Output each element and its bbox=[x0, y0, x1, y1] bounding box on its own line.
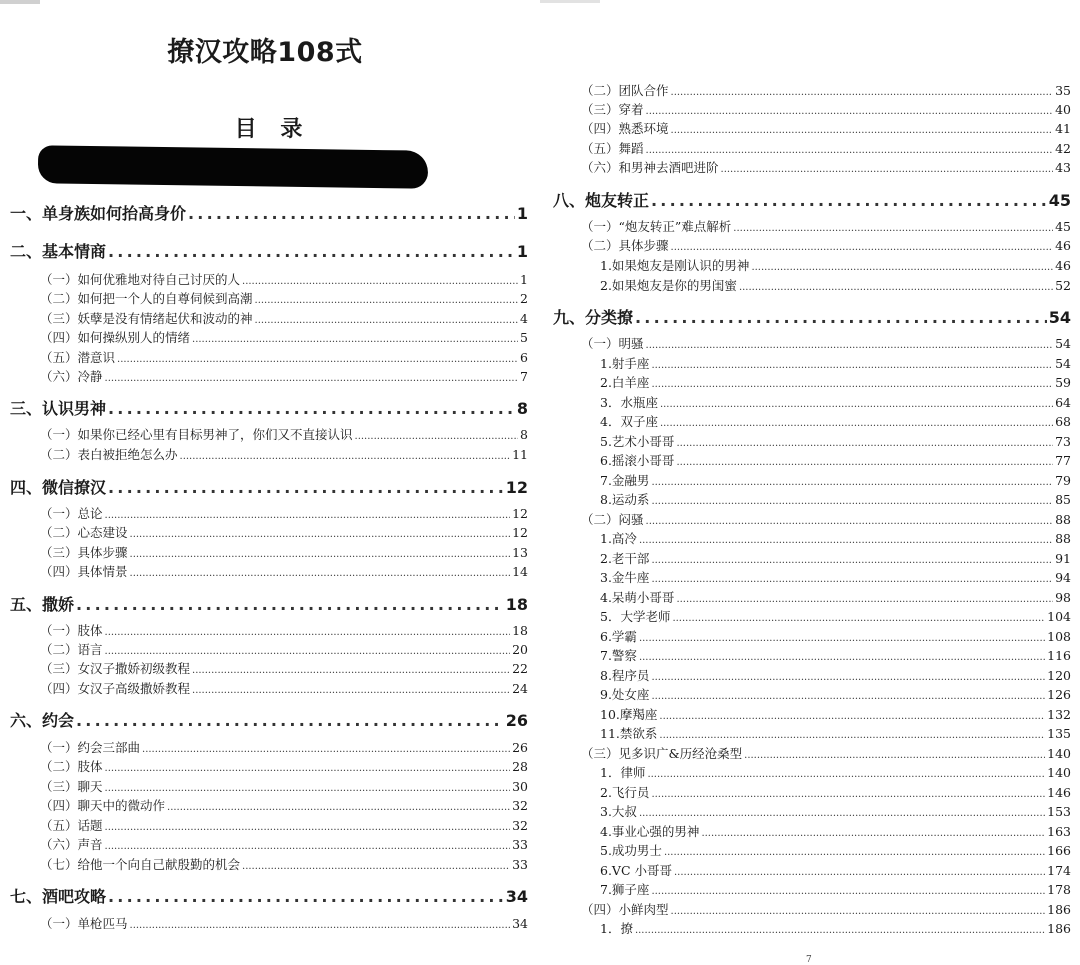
toc-entry-title: 1.射手座 bbox=[600, 356, 650, 371]
toc-entry-title: （三）妖孽是没有情绪起伏和波动的神 bbox=[40, 311, 253, 326]
toc-page-number: 132 bbox=[1047, 707, 1071, 722]
dot-leader bbox=[192, 685, 510, 696]
toc-entry-title: 6.学霸 bbox=[600, 629, 637, 644]
dot-leader bbox=[105, 510, 511, 521]
toc-entry-title: 2.飞行员 bbox=[600, 785, 650, 800]
dot-leader bbox=[188, 204, 515, 223]
toc-section-entry bbox=[553, 900, 1071, 918]
toc-page-number: 88 bbox=[1055, 531, 1071, 546]
toc-page-number: 4 bbox=[520, 311, 528, 326]
toc-entry-title: 四、微信撩汉 bbox=[10, 478, 107, 497]
toc-entry-title: 2.如果炮友是你的男闺蜜 bbox=[600, 278, 737, 293]
dot-leader bbox=[108, 887, 504, 906]
toc-entry-title: （二）语言 bbox=[40, 642, 103, 657]
dot-leader bbox=[646, 340, 1054, 351]
dot-leader bbox=[242, 861, 510, 872]
toc-entry-title: 九、分类撩 bbox=[553, 308, 634, 327]
toc-entry-title: （六）和男神去酒吧进阶 bbox=[581, 160, 719, 175]
toc-entry-title: （二）肢体 bbox=[40, 759, 103, 774]
toc-entry-title: 3.大叔 bbox=[600, 804, 637, 819]
dot-leader bbox=[676, 457, 1053, 468]
toc-entry-title: （三）具体步骤 bbox=[40, 545, 128, 560]
toc-entry-title: （七）给他一个向自己献殷勤的机会 bbox=[40, 857, 241, 872]
dot-leader bbox=[671, 125, 1054, 136]
toc-chapter-entry bbox=[10, 475, 528, 498]
toc-page-number: 54 bbox=[1055, 356, 1071, 371]
toc-subsection-entry bbox=[553, 276, 1071, 294]
toc-subsection-entry bbox=[553, 354, 1071, 372]
toc-entry-title: 3．水瓶座 bbox=[600, 395, 658, 410]
toc-page-number: 24 bbox=[512, 681, 528, 696]
toc-page-number: 30 bbox=[512, 779, 528, 794]
toc-page-number: 94 bbox=[1055, 570, 1071, 585]
dot-leader bbox=[676, 594, 1053, 605]
toc-entry-title: （六）声音 bbox=[40, 837, 103, 852]
dot-leader bbox=[105, 373, 519, 384]
dot-leader bbox=[180, 451, 511, 462]
toc-page-number: 14 bbox=[512, 564, 528, 579]
toc-page-number: 146 bbox=[1047, 785, 1071, 800]
toc-heading: 目 录 bbox=[234, 117, 311, 142]
toc-page-number: 54 bbox=[1055, 336, 1071, 351]
dot-leader bbox=[105, 627, 511, 638]
toc-entry-title: （一）明骚 bbox=[581, 336, 644, 351]
dot-leader bbox=[672, 613, 1045, 624]
toc-page-number: 77 bbox=[1055, 453, 1071, 468]
toc-entry-title: （四）熟悉环境 bbox=[581, 121, 669, 136]
toc-entry-title: 1．撩 bbox=[600, 921, 633, 936]
toc-entry-title: （二）表白被拒绝怎么办 bbox=[40, 447, 178, 462]
toc-page-number: 79 bbox=[1055, 473, 1071, 488]
toc-chapter-entry bbox=[10, 884, 528, 907]
toc-chapter-entry bbox=[553, 188, 1071, 211]
toc-subsection-entry bbox=[553, 373, 1071, 391]
toc-section-entry bbox=[10, 835, 528, 853]
toc-subsection-entry bbox=[553, 783, 1071, 801]
toc-subsection-entry bbox=[553, 646, 1071, 664]
dot-leader bbox=[76, 711, 504, 730]
toc-section-entry bbox=[10, 621, 528, 639]
toc-entry-title: 8.运动系 bbox=[600, 492, 650, 507]
toc-page-number: 186 bbox=[1047, 902, 1071, 917]
toc-page-number: 20 bbox=[512, 642, 528, 657]
toc-page-number: 91 bbox=[1055, 551, 1071, 566]
toc-chapter-entry bbox=[10, 592, 528, 615]
toc-section-entry bbox=[553, 334, 1071, 352]
toc-page-number: 45 bbox=[1055, 219, 1071, 234]
toc-entry-title: 1.高冷 bbox=[600, 531, 637, 546]
toc-page-number: 45 bbox=[1048, 191, 1071, 210]
dot-leader bbox=[660, 399, 1053, 410]
toc-entry-title: 三、认识男神 bbox=[10, 399, 107, 418]
toc-subsection-entry bbox=[553, 802, 1071, 820]
toc-entry-title: 7.警察 bbox=[600, 648, 637, 663]
toc-section-entry bbox=[10, 796, 528, 814]
dot-leader bbox=[651, 574, 1053, 585]
toc-page-number: 163 bbox=[1047, 824, 1071, 839]
toc-page-number: 33 bbox=[512, 857, 528, 872]
toc-page-number: 120 bbox=[1047, 668, 1071, 683]
toc-entry-title: （四）小鲜肉型 bbox=[581, 902, 669, 917]
toc-entry-title: （三）穿着 bbox=[581, 102, 644, 117]
dot-leader bbox=[664, 847, 1045, 858]
dot-leader bbox=[651, 691, 1045, 702]
toc-section-entry bbox=[10, 523, 528, 541]
toc-entry-title: （三）聊天 bbox=[40, 779, 103, 794]
toc-subsection-entry bbox=[553, 256, 1071, 274]
toc-entry-title: 2.老干部 bbox=[600, 551, 650, 566]
dot-leader bbox=[130, 920, 511, 931]
toc-page-number: 104 bbox=[1047, 609, 1071, 624]
toc-page-number: 32 bbox=[512, 818, 528, 833]
toc-entry-title: 7.狮子座 bbox=[600, 882, 650, 897]
dot-leader bbox=[651, 555, 1053, 566]
toc-page-number: 98 bbox=[1055, 590, 1071, 605]
toc-entry-title: 一、单身族如何抬高身价 bbox=[10, 204, 187, 223]
dot-leader bbox=[105, 822, 511, 833]
page-edge-mark bbox=[540, 0, 600, 3]
toc-subsection-entry bbox=[553, 763, 1071, 781]
dot-leader bbox=[659, 711, 1045, 722]
toc-section-entry bbox=[553, 510, 1071, 528]
toc-page-number: 12 bbox=[512, 506, 528, 521]
toc-page-number: 174 bbox=[1047, 863, 1071, 878]
toc-page-number: 18 bbox=[505, 595, 528, 614]
dot-leader bbox=[105, 783, 511, 794]
toc-page-number: 18 bbox=[512, 623, 528, 638]
toc-section-entry bbox=[10, 562, 528, 580]
toc-page-number: 11 bbox=[512, 447, 528, 462]
dot-leader bbox=[646, 516, 1054, 527]
toc-subsection-entry bbox=[553, 393, 1071, 411]
dot-leader bbox=[651, 672, 1045, 683]
toc-page-number: 126 bbox=[1047, 687, 1071, 702]
dot-leader bbox=[646, 145, 1054, 156]
dot-leader bbox=[192, 665, 510, 676]
dot-leader bbox=[751, 262, 1053, 273]
toc-entry-title: 六、约会 bbox=[10, 711, 75, 730]
toc-section-entry bbox=[10, 445, 528, 463]
dot-leader bbox=[674, 867, 1045, 878]
toc-entry-title: （六）冷静 bbox=[40, 369, 103, 384]
toc-page-number: 88 bbox=[1055, 512, 1071, 527]
toc-entry-title: （四）如何操纵别人的情绪 bbox=[40, 330, 191, 345]
toc-subsection-entry bbox=[553, 432, 1071, 450]
toc-page-number: 68 bbox=[1055, 414, 1071, 429]
toc-entry-title: （二）团队合作 bbox=[581, 83, 669, 98]
toc-subsection-entry bbox=[553, 568, 1071, 586]
dot-leader bbox=[660, 418, 1053, 429]
toc-section-entry bbox=[10, 816, 528, 834]
toc-entry-title: 4．双子座 bbox=[600, 414, 658, 429]
toc-page-number: 178 bbox=[1047, 882, 1071, 897]
toc-section-entry bbox=[10, 328, 528, 346]
dot-leader bbox=[108, 399, 515, 418]
toc-subsection-entry bbox=[553, 607, 1071, 625]
toc-page-number: 34 bbox=[512, 916, 528, 931]
dot-leader bbox=[192, 334, 518, 345]
toc-entry-title: 5.艺术小哥哥 bbox=[600, 434, 675, 449]
dot-leader bbox=[108, 478, 504, 497]
toc-page-number: 40 bbox=[1055, 102, 1071, 117]
toc-entry-title: （五）潜意识 bbox=[40, 350, 116, 365]
toc-section-entry bbox=[553, 236, 1071, 254]
toc-page-number: 34 bbox=[505, 887, 528, 906]
toc-entry-title: （四）女汉子高级撒娇教程 bbox=[40, 681, 191, 696]
toc-page-number: 1 bbox=[520, 272, 528, 287]
toc-entry-title: （二）闷骚 bbox=[581, 512, 644, 527]
toc-page-number: 43 bbox=[1055, 160, 1071, 175]
toc-page-number: 8 bbox=[520, 427, 528, 442]
toc-subsection-entry bbox=[553, 490, 1071, 508]
toc-chapter-entry bbox=[553, 305, 1071, 328]
toc-page-number: 85 bbox=[1055, 492, 1071, 507]
toc-subsection-entry bbox=[553, 451, 1071, 469]
toc-page-number: 8 bbox=[516, 399, 528, 418]
page-edge-mark bbox=[0, 0, 40, 4]
toc-subsection-entry bbox=[553, 724, 1071, 742]
toc-entry-title: （三）见多识广&历经沧桑型 bbox=[581, 746, 743, 761]
toc-section-entry bbox=[10, 367, 528, 385]
toc-page-number: 2 bbox=[520, 291, 528, 306]
toc-page-number: 5 bbox=[520, 330, 528, 345]
toc-section-entry bbox=[553, 119, 1071, 137]
dot-leader bbox=[255, 315, 519, 326]
dot-leader bbox=[671, 87, 1054, 98]
toc-entry-title: 4.事业心强的男神 bbox=[600, 824, 700, 839]
toc-section-entry bbox=[10, 270, 528, 288]
toc-chapter-entry bbox=[10, 239, 528, 262]
toc-page-number: 13 bbox=[512, 545, 528, 560]
dot-leader bbox=[635, 308, 1047, 327]
dot-leader bbox=[671, 906, 1046, 917]
toc-subsection-entry bbox=[553, 919, 1071, 937]
dot-leader bbox=[130, 549, 511, 560]
toc-page-number: 73 bbox=[1055, 434, 1071, 449]
toc-section-entry bbox=[10, 738, 528, 756]
toc-subsection-entry bbox=[553, 822, 1071, 840]
toc-entry-title: 9.处女座 bbox=[600, 687, 650, 702]
toc-chapter-entry bbox=[10, 201, 528, 224]
dot-leader bbox=[635, 925, 1045, 936]
dot-leader bbox=[639, 652, 1045, 663]
toc-subsection-entry bbox=[553, 549, 1071, 567]
dot-leader bbox=[651, 379, 1053, 390]
toc-entry-title: （三）女汉子撒娇初级教程 bbox=[40, 661, 191, 676]
toc-entry-title: （一）“炮友转正”难点解析 bbox=[581, 219, 732, 234]
toc-subsection-entry bbox=[553, 529, 1071, 547]
toc-page-number: 32 bbox=[512, 798, 528, 813]
toc-entry-title: （一）约会三部曲 bbox=[40, 740, 141, 755]
toc-subsection-entry bbox=[553, 588, 1071, 606]
dot-leader bbox=[105, 841, 511, 852]
redaction-scribble bbox=[38, 145, 428, 188]
dot-leader bbox=[130, 529, 511, 540]
toc-subsection-entry bbox=[553, 841, 1071, 859]
toc-entry-title: 6.VC 小哥哥 bbox=[600, 863, 672, 878]
toc-entry-title: 七、酒吧攻略 bbox=[10, 887, 107, 906]
dot-leader bbox=[355, 431, 519, 442]
toc-page-number: 54 bbox=[1048, 308, 1071, 327]
toc-section-entry bbox=[10, 679, 528, 697]
toc-page-number: 59 bbox=[1055, 375, 1071, 390]
toc-page-number: 140 bbox=[1047, 765, 1071, 780]
toc-section-entry bbox=[10, 659, 528, 677]
dot-leader bbox=[659, 730, 1045, 741]
toc-entry-title: 5．大学老师 bbox=[600, 609, 671, 624]
toc-entry-title: 2.白羊座 bbox=[600, 375, 650, 390]
toc-entry-title: 7.金融男 bbox=[600, 473, 650, 488]
toc-subsection-entry bbox=[553, 412, 1071, 430]
toc-page-number: 12 bbox=[512, 525, 528, 540]
toc-page-number: 64 bbox=[1055, 395, 1071, 410]
toc-chapter-entry bbox=[10, 396, 528, 419]
toc-entry-title: （四）具体情景 bbox=[40, 564, 128, 579]
page-number-mark: 7 bbox=[806, 955, 812, 965]
toc-section-entry bbox=[10, 425, 528, 443]
dot-leader bbox=[108, 242, 515, 261]
toc-subsection-entry bbox=[553, 627, 1071, 645]
toc-section-entry bbox=[10, 640, 528, 658]
toc-section-entry bbox=[10, 914, 528, 932]
dot-leader bbox=[167, 802, 510, 813]
toc-entry-title: 5.成功男士 bbox=[600, 843, 662, 858]
toc-entry-title: 4.呆萌小哥哥 bbox=[600, 590, 675, 605]
toc-entry-title: （四）聊天中的微动作 bbox=[40, 798, 166, 813]
toc-subsection-entry bbox=[553, 880, 1071, 898]
dot-leader bbox=[647, 769, 1045, 780]
toc-entry-title: （一）如何优雅地对待自己讨厌的人 bbox=[40, 272, 241, 287]
toc-page-number: 26 bbox=[505, 711, 528, 730]
dot-leader bbox=[130, 568, 511, 579]
toc-section-entry bbox=[10, 504, 528, 522]
toc-entry-title: （一）肢体 bbox=[40, 623, 103, 638]
toc-entry-title: 10.摩羯座 bbox=[600, 707, 658, 722]
toc-entry-title: （一）如果你已经心里有目标男神了，你们又不直接认识 bbox=[40, 427, 353, 442]
toc-page-number: 1 bbox=[516, 204, 528, 223]
toc-section-entry bbox=[553, 100, 1071, 118]
dot-leader bbox=[105, 763, 511, 774]
toc-page-number: 108 bbox=[1047, 629, 1071, 644]
toc-subsection-entry bbox=[553, 685, 1071, 703]
toc-subsection-entry bbox=[553, 705, 1071, 723]
dot-leader bbox=[651, 360, 1053, 371]
toc-entry-title: （五）舞蹈 bbox=[581, 141, 644, 156]
dot-leader bbox=[651, 886, 1045, 897]
toc-chapter-entry bbox=[10, 708, 528, 731]
toc-page-number: 46 bbox=[1055, 238, 1071, 253]
toc-section-entry bbox=[10, 309, 528, 327]
toc-page-number: 116 bbox=[1047, 648, 1071, 663]
dot-leader bbox=[639, 808, 1045, 819]
toc-entry-title: 1．律师 bbox=[600, 765, 646, 780]
toc-section-entry bbox=[10, 777, 528, 795]
toc-page-number: 41 bbox=[1055, 121, 1071, 136]
toc-entry-title: 3.金牛座 bbox=[600, 570, 650, 585]
toc-entry-title: （五）话题 bbox=[40, 818, 103, 833]
toc-subsection-entry bbox=[553, 471, 1071, 489]
toc-section-entry bbox=[10, 348, 528, 366]
dot-leader bbox=[651, 191, 1047, 210]
toc-section-entry bbox=[10, 289, 528, 307]
toc-entry-title: 11.禁欲系 bbox=[600, 726, 658, 741]
toc-section-entry bbox=[10, 543, 528, 561]
dot-leader bbox=[117, 354, 518, 365]
toc-page-number: 46 bbox=[1055, 258, 1071, 273]
toc-page-number: 26 bbox=[512, 740, 528, 755]
toc-entry-title: （一）单枪匹马 bbox=[40, 916, 128, 931]
toc-page-number: 186 bbox=[1047, 921, 1071, 936]
toc-entry-title: （一）总论 bbox=[40, 506, 103, 521]
dot-leader bbox=[701, 828, 1045, 839]
toc-section-entry bbox=[10, 757, 528, 775]
toc-page-number: 140 bbox=[1047, 746, 1071, 761]
dot-leader bbox=[242, 276, 518, 287]
toc-page-number: 1 bbox=[516, 242, 528, 261]
toc-page-number: 166 bbox=[1047, 843, 1071, 858]
dot-leader bbox=[651, 477, 1053, 488]
toc-section-entry bbox=[553, 158, 1071, 176]
toc-page-number: 12 bbox=[505, 478, 528, 497]
dot-leader bbox=[739, 282, 1053, 293]
toc-page-number: 135 bbox=[1047, 726, 1071, 741]
toc-page-number: 6 bbox=[520, 350, 528, 365]
toc-entry-title: 八、炮友转正 bbox=[553, 191, 650, 210]
toc-section-entry bbox=[553, 744, 1071, 762]
toc-entry-title: （二）具体步骤 bbox=[581, 238, 669, 253]
toc-entry-title: （二）如何把一个人的自尊伺候到高潮 bbox=[40, 291, 253, 306]
toc-section-entry bbox=[10, 855, 528, 873]
toc-page-number: 33 bbox=[512, 837, 528, 852]
dot-leader bbox=[671, 242, 1054, 253]
toc-section-entry bbox=[553, 81, 1071, 99]
dot-leader bbox=[651, 496, 1053, 507]
dot-leader bbox=[639, 633, 1045, 644]
dot-leader bbox=[646, 106, 1054, 117]
toc-subsection-entry bbox=[553, 861, 1071, 879]
dot-leader bbox=[255, 295, 519, 306]
toc-page-number: 7 bbox=[520, 369, 528, 384]
dot-leader bbox=[733, 223, 1053, 234]
dot-leader bbox=[721, 164, 1054, 175]
toc-page-number: 153 bbox=[1047, 804, 1071, 819]
toc-entry-title: 二、基本情商 bbox=[10, 242, 107, 261]
toc-page-number: 35 bbox=[1055, 83, 1071, 98]
document-title: 撩汉攻略108式 bbox=[167, 37, 363, 68]
toc-page-number: 22 bbox=[512, 661, 528, 676]
toc-subsection-entry bbox=[553, 666, 1071, 684]
dot-leader bbox=[639, 535, 1053, 546]
toc-entry-title: 五、撒娇 bbox=[10, 595, 75, 614]
dot-leader bbox=[651, 789, 1045, 800]
dot-leader bbox=[676, 438, 1053, 449]
dot-leader bbox=[105, 646, 511, 657]
toc-page-number: 28 bbox=[512, 759, 528, 774]
toc-entry-title: 6.摇滚小哥哥 bbox=[600, 453, 675, 468]
dot-leader bbox=[76, 595, 504, 614]
toc-section-entry bbox=[553, 217, 1071, 235]
toc-page-number: 42 bbox=[1055, 141, 1071, 156]
toc-entry-title: （二）心态建设 bbox=[40, 525, 128, 540]
toc-entry-title: 1.如果炮友是刚认识的男神 bbox=[600, 258, 750, 273]
dot-leader bbox=[142, 744, 510, 755]
toc-entry-title: 8.程序员 bbox=[600, 668, 650, 683]
dot-leader bbox=[744, 750, 1045, 761]
toc-page-number: 52 bbox=[1055, 278, 1071, 293]
toc-section-entry bbox=[553, 139, 1071, 157]
